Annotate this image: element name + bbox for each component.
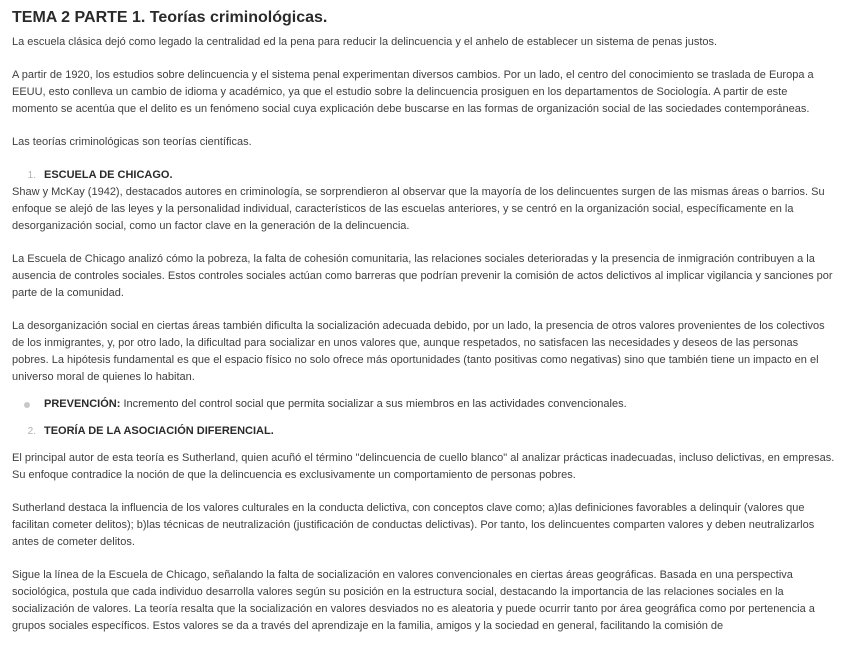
bullet-text: Incremento del control social que permita socializar a sus miembros en las actividades convencionales. xyxy=(120,398,627,410)
section-title: ESCUELA DE CHICAGO. xyxy=(44,169,173,181)
chicago-paragraph-2: La Escuela de Chicago analizó cómo la pobreza, la falta de cohesión comunitaria, las relaciones sociales deterioradas y la presencia de inmigración contribuyen a la ausencia de controles sociales. Estos controles sociales actúan como barreras que podrían prevenir la comisión de actos delictivos al implicar vigilancia y sanciones por parte de la comunidad. xyxy=(12,253,833,299)
asociacion-paragraph-1: El principal autor de esta teoría es Sutherland, quien acuñó el término "delincuencia de cuello blanco" al analizar prácticas inadecuadas, incluso delictivas, en empresas. Su enfoque contradice la noción de que la delincuencia es exclusivamente un comportamiento de personas pobres. xyxy=(12,452,835,481)
prevention-bullet xyxy=(12,396,836,413)
list-number: 1. xyxy=(27,170,36,181)
asociacion-paragraph-3: Sigue la línea de la Escuela de Chicago, señalando la falta de socialización en valores convencionales en ciertas áreas geográficas. Basada en una perspectiva sociológica, postula que cada individuo desarrolla valores según su posición en la estructura social, destacando la importancia de las relaciones sociales en la socialización de valores. La teoría resalta que la socialización en valores desviados no es aleatoria y puede ocurrir tanto por área geográfica como por pertenencia a grupos sociales específicos. Estos valores se da a través del aprendizaje en la familia, amigos y la sociedad en general, facilitando la comisión de xyxy=(12,569,815,632)
section-title: TEORÍA DE LA ASOCIACIÓN DIFERENCIAL. xyxy=(44,425,274,437)
section-heading-chicago xyxy=(12,167,836,184)
intro-paragraph: La escuela clásica dejó como legado la centralidad ed la pena para reducir la delincuencia y el anhelo de establecer un sistema de penas justos. xyxy=(12,36,718,48)
paragraph-teorias: Las teorías criminológicas son teorías científicas. xyxy=(12,136,252,148)
page-title: TEMA 2 PARTE 1. Teorías criminológicas. xyxy=(12,9,328,26)
paragraph-1920: A partir de 1920, los estudios sobre delincuencia y el sistema penal experimentan diversos cambios. Por un lado, el centro del conocimiento se traslada de Europa a EEUU, esto conlleva un cambio de idioma y académico, ya que el estudio sobre la delincuencia prosiguen en los departamentos de Sociología. A partir de este momento se acentúa que el delito es un fenómeno social cuya explicación debe buscarse en las formas de organización social de las sociedades contemporáneas. xyxy=(12,69,814,115)
bullet-dot-icon xyxy=(24,402,30,408)
chicago-paragraph-3: La desorganización social en ciertas áreas también dificulta la socialización adecuada debido, por un lado, la presencia de otros valores provenientes de los colectivos de los inmigrantes, y, por otro lado, la dificultad para socializar en unos valores que, aunque respetados, no satisfacen las necesidades y deseos de las personas pobres. La hipótesis fundamental es que el espacio físico no solo ofrece más oportunidades (tanto positivas como negativas) sino que también tiene un impacto en el universo moral de quienes lo habitan. xyxy=(12,320,825,383)
asociacion-paragraph-2: Sutherland destaca la influencia de los valores culturales en la conducta delictiva, con conceptos clave como; a)las definiciones favorables a delinquir (valores que facilitan cometer delitos); b)las técnicas de neutralización (justificación de conductas delictivas). Por tanto, los delincuentes comparten valores y deben neutralizarlos antes de cometer delitos. xyxy=(12,502,815,548)
list-number: 2. xyxy=(27,426,36,437)
chicago-paragraph-1: Shaw y McKay (1942), destacados autores en criminología, se sorprendieron al observar que la mayoría de los delincuentes surgen de las mismas áreas o barrios. Su enfoque se alejó de las leyes y la personalidad individual, característicos de las escuelas anteriores, y se centró en la organización social, específicamente en la desorganización social, como un factor clave en la generación de la delincuencia. xyxy=(12,186,825,232)
section-heading-asociacion xyxy=(12,423,836,440)
bullet-label: PREVENCIÓN: xyxy=(44,398,121,410)
